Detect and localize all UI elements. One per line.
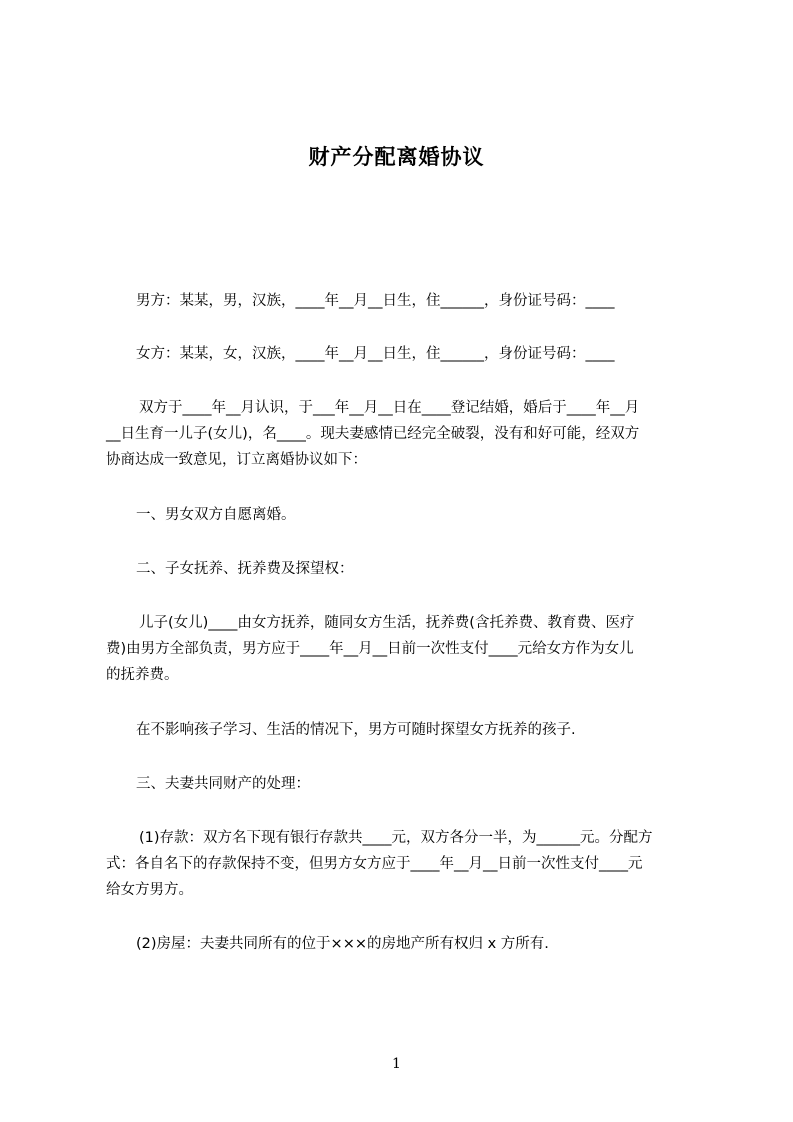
section-heading-2: 二、子女抚养、抚养费及探望权：	[136, 561, 354, 577]
paragraph-savings-line-2: 式：各自名下的存款保持不变，但男方女方应于____年__月__日前一次性支付____元	[106, 856, 643, 872]
paragraph-wife: 女方：某某，女，汉族，____年__月__日生，住______，身份证号码：____	[136, 346, 615, 362]
page-number: 1	[392, 1056, 401, 1072]
document-title: 财产分配离婚协议	[308, 145, 485, 169]
paragraph-house: (2)房屋：夫妻共同所有的位于×××的房地产所有权归 x 方所有.	[136, 936, 549, 952]
paragraph-visitation: 在不影响孩子学习、生活的情况下，男方可随时探望女方抚养的孩子.	[136, 722, 576, 738]
paragraph-intro-line-1: 双方于____年__月认识，于___年__月__日在____登记结婚，婚后于____年__月	[139, 400, 640, 416]
section-heading-1: 一、男女双方自愿离婚。	[136, 507, 296, 523]
section-heading-3: 三、夫妻共同财产的处理：	[136, 776, 310, 792]
paragraph-intro-line-2: __日生育一儿子(女儿)，名____。现夫妻感情已经完全破裂，没有和好可能，经双方	[106, 426, 640, 442]
paragraph-savings-line-3: 给女方男方。	[106, 882, 193, 898]
paragraph-husband: 男方：某某，男，汉族，____年__月__日生，住______，身份证号码：____	[136, 293, 615, 309]
paragraph-intro-line-3: 协商达成一致意见，订立离婚协议如下：	[106, 452, 367, 468]
paragraph-custody-line-2: 费)由男方全部负责，男方应于____年__月__日前一次性支付____元给女方作为女儿	[106, 641, 634, 657]
paragraph-custody-line-1: 儿子(女儿)____由女方抚养，随同女方生活，抚养费(含托养费、教育费、医疗	[139, 615, 635, 631]
paragraph-savings-line-1: (1)存款：双方名下现有银行存款共____元，双方各分一半，为______元。分配方	[139, 830, 653, 846]
paragraph-custody-line-3: 的抚养费。	[106, 667, 179, 683]
